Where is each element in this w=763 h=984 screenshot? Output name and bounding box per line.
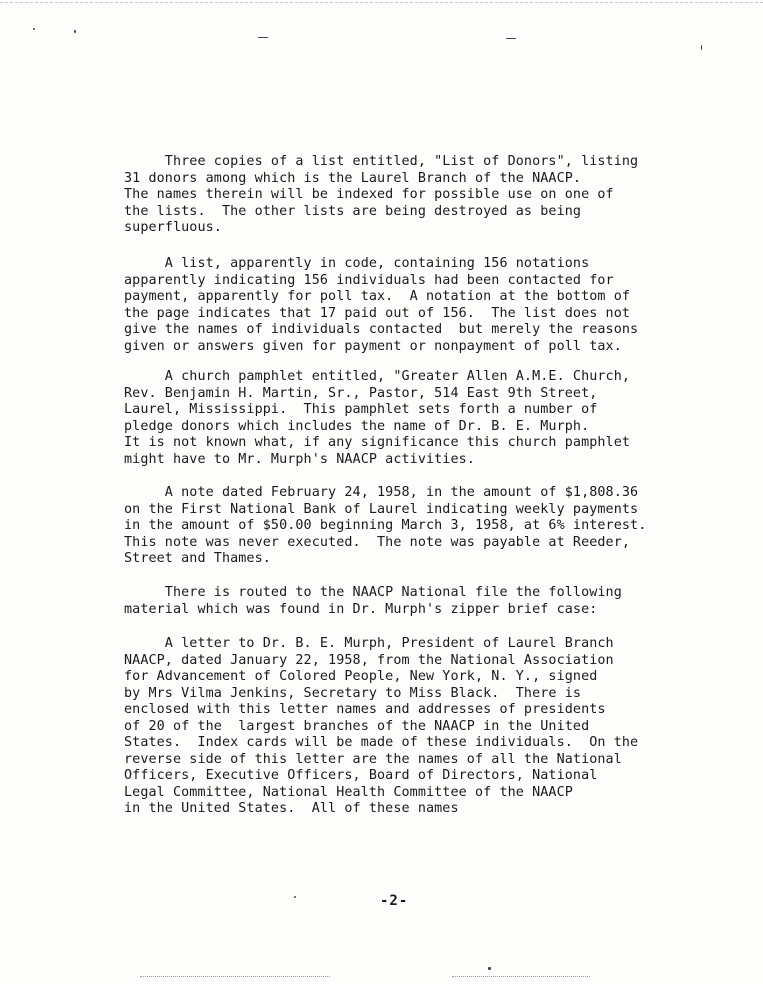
scan-speck [33,28,35,30]
line: give the names of individuals contacted but merely the reasons [124,322,639,337]
line: Rev. Benjamin H. Martin, Sr., Pastor, 514 East 9th Street, [124,385,598,401]
line: payment, apparently for poll tax. A notation at the bottom of [124,289,631,304]
line: Laurel, Mississippi. This pamphlet sets forth a number of [124,402,598,417]
line: A list, apparently in code, containing 156 notations [124,256,590,271]
line: superfluous. [124,220,222,235]
line: might have to Mr. Murph's NAACP activities. [124,451,475,467]
line: 31 donors among which is the Laurel Branch of the NAACP. [124,170,582,186]
line: Legal Committee, National Health Committee of the NAACP [124,784,573,800]
line: apparently indicating 156 individuals had been contacted for [124,272,614,288]
paragraph-routed-material [124,585,724,618]
line: material which was found in Dr. Murph's zipper brief case: [124,601,598,617]
line: the lists. The other lists are being destroyed as being [124,203,582,219]
line: the page indicates that 17 paid out of 156. The list does not [124,305,631,321]
bottom-edge-rule [452,976,590,977]
scan-speck [294,896,296,898]
scan-speck [258,37,268,38]
bottom-edge-rule [140,976,330,977]
scan-speck [488,967,491,970]
line: A letter to Dr. B. E. Murph, President of Laurel Branch [124,636,614,651]
paragraph-poll-tax-list [124,256,724,355]
scan-speck [74,30,76,33]
paragraph-letter [124,636,724,818]
paragraph-bank-note [124,485,724,568]
paragraph-church-pamphlet [124,369,724,468]
line: in the amount of $50.00 beginning March 3, 1958, at 6% interest. [124,518,647,533]
line: There is routed to the NAACP National file the following [124,585,622,600]
page-number: -2- [380,893,409,909]
line: given or answers given for payment or nonpayment of poll tax. [124,338,622,354]
line: enclosed with this letter names and addresses of presidents [124,702,606,717]
line: reverse side of this letter are the names of all the National [124,751,622,767]
line: on the First National Bank of Laurel indicating weekly payments [124,501,639,517]
line: A church pamphlet entitled, "Greater Allen A.M.E. Church, [124,369,631,384]
line: for Advancement of Colored People, New York, N. Y., signed [124,669,598,684]
line: pledge donors which includes the name of Dr. B. E. Murph. [124,418,590,434]
line: It is not known what, if any significance this church pamphlet [124,435,631,450]
line: Three copies of a list entitled, "List of Donors", listing [124,154,639,169]
paragraph-list-of-donors [124,154,724,237]
scan-speck [701,45,702,50]
line: A note dated February 24, 1958, in the amount of $1,808.36 [124,485,639,500]
line: Officers, Executive Officers, Board of Directors, National [124,768,598,783]
scan-speck [506,38,516,39]
line: The names therein will be indexed for possible use on one of [124,187,614,202]
line: by Mrs Vilma Jenkins, Secretary to Miss Black. There is [124,685,582,701]
line: of 20 of the largest branches of the NAACP in the United [124,718,590,734]
line: in the United States. All of these names [124,801,459,816]
line: This note was never executed. The note was payable at Reeder, [124,534,631,550]
top-edge-rule [0,2,763,3]
line: States. Index cards will be made of these individuals. On the [124,735,639,750]
line: Street and Thames. [124,551,271,566]
line: NAACP, dated January 22, 1958, from the National Association [124,652,614,668]
